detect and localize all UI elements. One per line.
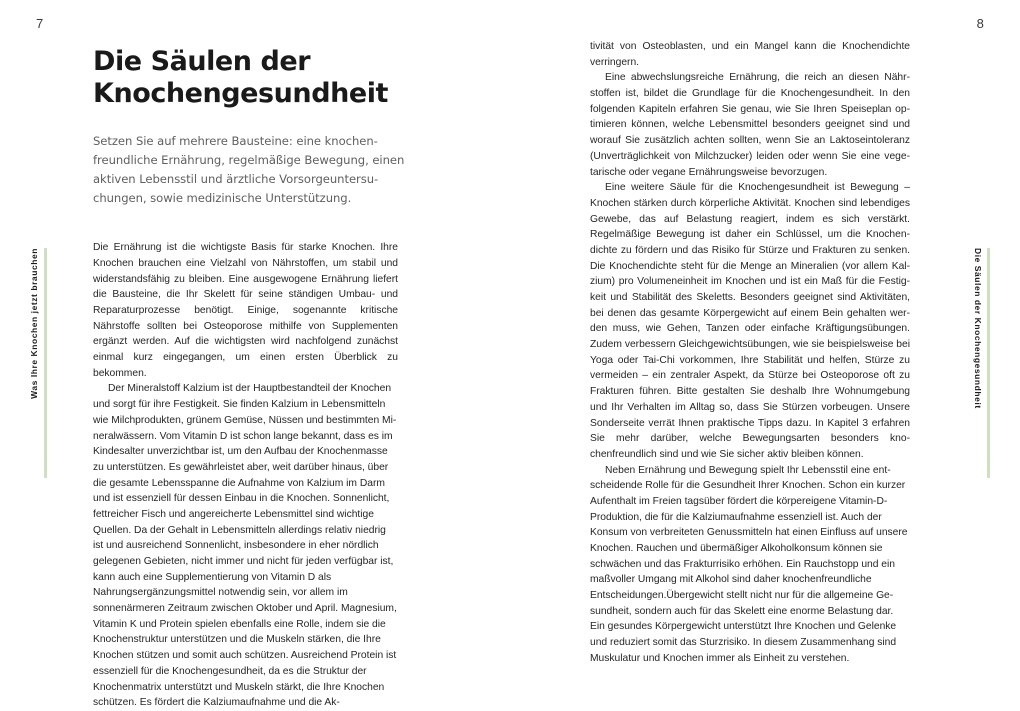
chapter-standfirst: Setzen Sie auf mehrere Bausteine: eine knochenfreundliche Ernährung, regelmäßige Bewegung, einen aktiven Lebensstil und ärztliche Vorsorgeuntersuchungen, sowie medizinische Unterstützung. xyxy=(93,134,405,205)
paragraph: Die Ernährung ist die wichtigste Basis für starke Knochen. Ihre Knochen brauchen eine Vielzahl von Nährstoffen, um stabil und widerstandsfähig zu bleiben. Eine ausgewogene Ernährung liefert die Bausteine, die Ihr Skelett für seine ständigen Umbau- und Reparaturprozesse benötigt. Einige, sogenannte kritische Nährstoffe sollten bei Osteoporose mithilfe von Supplementen ergänzt werden. Auf die wichtigsten wird nachfolgend zunächst einmal kurz eingegangen, um einen ersten Überblick zu bekommen. xyxy=(93,242,398,379)
paragraph: Neben Ernährung und Bewegung spielt Ihr Lebensstil eine entscheidende Rolle für die Gesundheit Ihrer Knochen. Schon ein kurzer Aufenthalt im Freien tagsüber fördert die körpereigene Vitamin-D-Produktion, die für die Kalziumaufnahme essenziell ist. Auch der Konsum von verbreiteten Genussmitteln hat einen Einfluss auf unsere Knochen. Rauchen und übermäßiger Alkoholkonsum können sie schwächen und das Frakturrisiko erhöhen. Ein Rauchstopp und ein maßvoller Umgang mit Alkohol sind daher knochenfreundliche Entscheidungen.Übergewicht stellt nicht nur für die allgemeine Gesundheit, sondern auch für das Skelett eine enorme Belastung dar. Ein gesundes Körpergewicht unterstützt Ihre Knochen und Gelenke und reduziert somit das Sturzrisiko. In diesem Zusammenhang sind Muskulatur und Knochen immer als Einheit zu verstehen. xyxy=(590,464,908,664)
running-head-right xyxy=(974,248,991,478)
right-page xyxy=(510,0,1020,665)
running-head-left xyxy=(30,248,47,478)
paragraph: tivität von Osteoblasten, und ein Mangel kann die Knochendichte verringern. xyxy=(590,41,910,68)
page-number-right: 8 xyxy=(976,16,984,31)
left-body-copy xyxy=(93,207,398,711)
right-text-column xyxy=(590,0,910,667)
left-page xyxy=(0,0,510,709)
page-title: Die Säulen der Knochengesundheit xyxy=(93,46,388,109)
accent-rule-right xyxy=(987,248,990,478)
page-number-left: 7 xyxy=(36,16,44,31)
right-body-copy xyxy=(590,0,910,667)
running-head-left-label: Was Ihre Knochen jetzt brauchen xyxy=(29,248,39,399)
accent-rule-left xyxy=(44,248,47,478)
paragraph: Eine abwechslungsreiche Ernährung, die reich an diesen Nährstoffen ist, bildet die Grundlage für die Knochengesundheit. In den folgenden Kapiteln erfahren Sie genau, wie Sie Ihren Speiseplan optimieren können, welche Lebensmittel besonders geeignet sind und worauf Sie zusätzlich achten sollten, wenn Sie an Laktoseintoleranz (Unverträglichkeit von Milchzucker) leiden oder wenn Sie eine vegetarische oder vegane Ernährungsweise bevorzugen. xyxy=(590,72,910,178)
paragraph: Der Mineralstoff Kalzium ist der Hauptbestandteil der Knochen und sorgt für ihre Festigkeit. Sie finden Kalzium in Lebensmitteln wie Milchprodukten, grünem Gemüse, Nüssen und bestimmten Mineralwässern. Vom Vitamin D ist schon lange bekannt, dass es im Kindesalter unverzichtbar ist, um den Aufbau der Knochenmasse zu unterstützen. Es gewährleistet aber, weit darüber hinaus, über die gesamte Lebensspanne die Aufnahme von Kalzium im Darm und ist essenziell für dessen Einbau in die Knochen. Sonnenlicht, fettreicher Fisch und angereicherte Lebensmittel sind wichtige Quellen. Da der Gehalt in Lebensmitteln allerdings relativ niedrig ist und ausreichend Sonnenlicht, insbesondere in eher nördlich gelegenen Gebieten, nicht immer und nicht für jeden verfügbar ist, kann auch eine Supplementierung von Vitamin D als Nahrungsergänzungsmittel notwendig sein, vor allem im sonnenärmeren Zeitraum zwischen Oktober und April. Magnesium, Vitamin K und Protein spielen ebenfalls eine Rolle, indem sie die Knochenstruktur unterstützen und die Muskeln stärken, die Ihre Knochen stützen und somit auch schützen. Ausreichend Protein ist essenziell für die Knochengesundheit, da es die Struktur der Knochenmatrix unterstützt und Muskeln stärkt, die Ihre Knochen schützen. Es fördert die Kalziumaufnahme und die Ak- xyxy=(93,383,397,709)
left-text-column xyxy=(93,0,403,711)
paragraph: Eine weitere Säule für die Knochengesundheit ist Bewegung – Knochen stärken durch körperliche Aktivität. Knochen sind lebendiges Gewebe, das auf Belastung reagiert, indem es sich verstärkt. Regelmäßige Bewegung ist daher ein Schlüssel, um die Knochendichte zu fördern und das Risiko für Stürze und Frakturen zu senken. Die Knochendichte steht für die Menge an Mineralien (vor allem Kalzium) pro Volumeneinheit im Knochen und ist ein Maß für die Festigkeit und Stabilität des Skeletts. Besonders geeignet sind Aktivitäten, bei denen das gesamte Körpergewicht auf einem Bein gehalten werden muss, wie Gehen, Tanzen oder einfache Kräftigungsübungen. Zudem verbessern Gleichgewichtsübungen, wie sie beispielsweise bei Yoga oder Tai-Chi vorkommen, Ihre Stabilität und helfen, Stürze zu vermeiden – ein zentraler Aspekt, da Stürze bei Osteoporose oft zu Frakturen führen. Bitte gestalten Sie deshalb Ihre Wohnumgebung und Ihr Verhalten im Alltag so, dass Sie Stürzen vorbeugen. Unsere Sonderseite verrät Ihnen praktische Tipps dazu. In Kapitel 3 erfahren Sie mehr darüber, welche Bewegungsarten besonders knochenfreundlich sind und wie Sie sicher aktiv bleiben können. xyxy=(590,182,910,460)
running-head-right-label: Die Säulen der Knochengesundheit xyxy=(973,248,983,409)
